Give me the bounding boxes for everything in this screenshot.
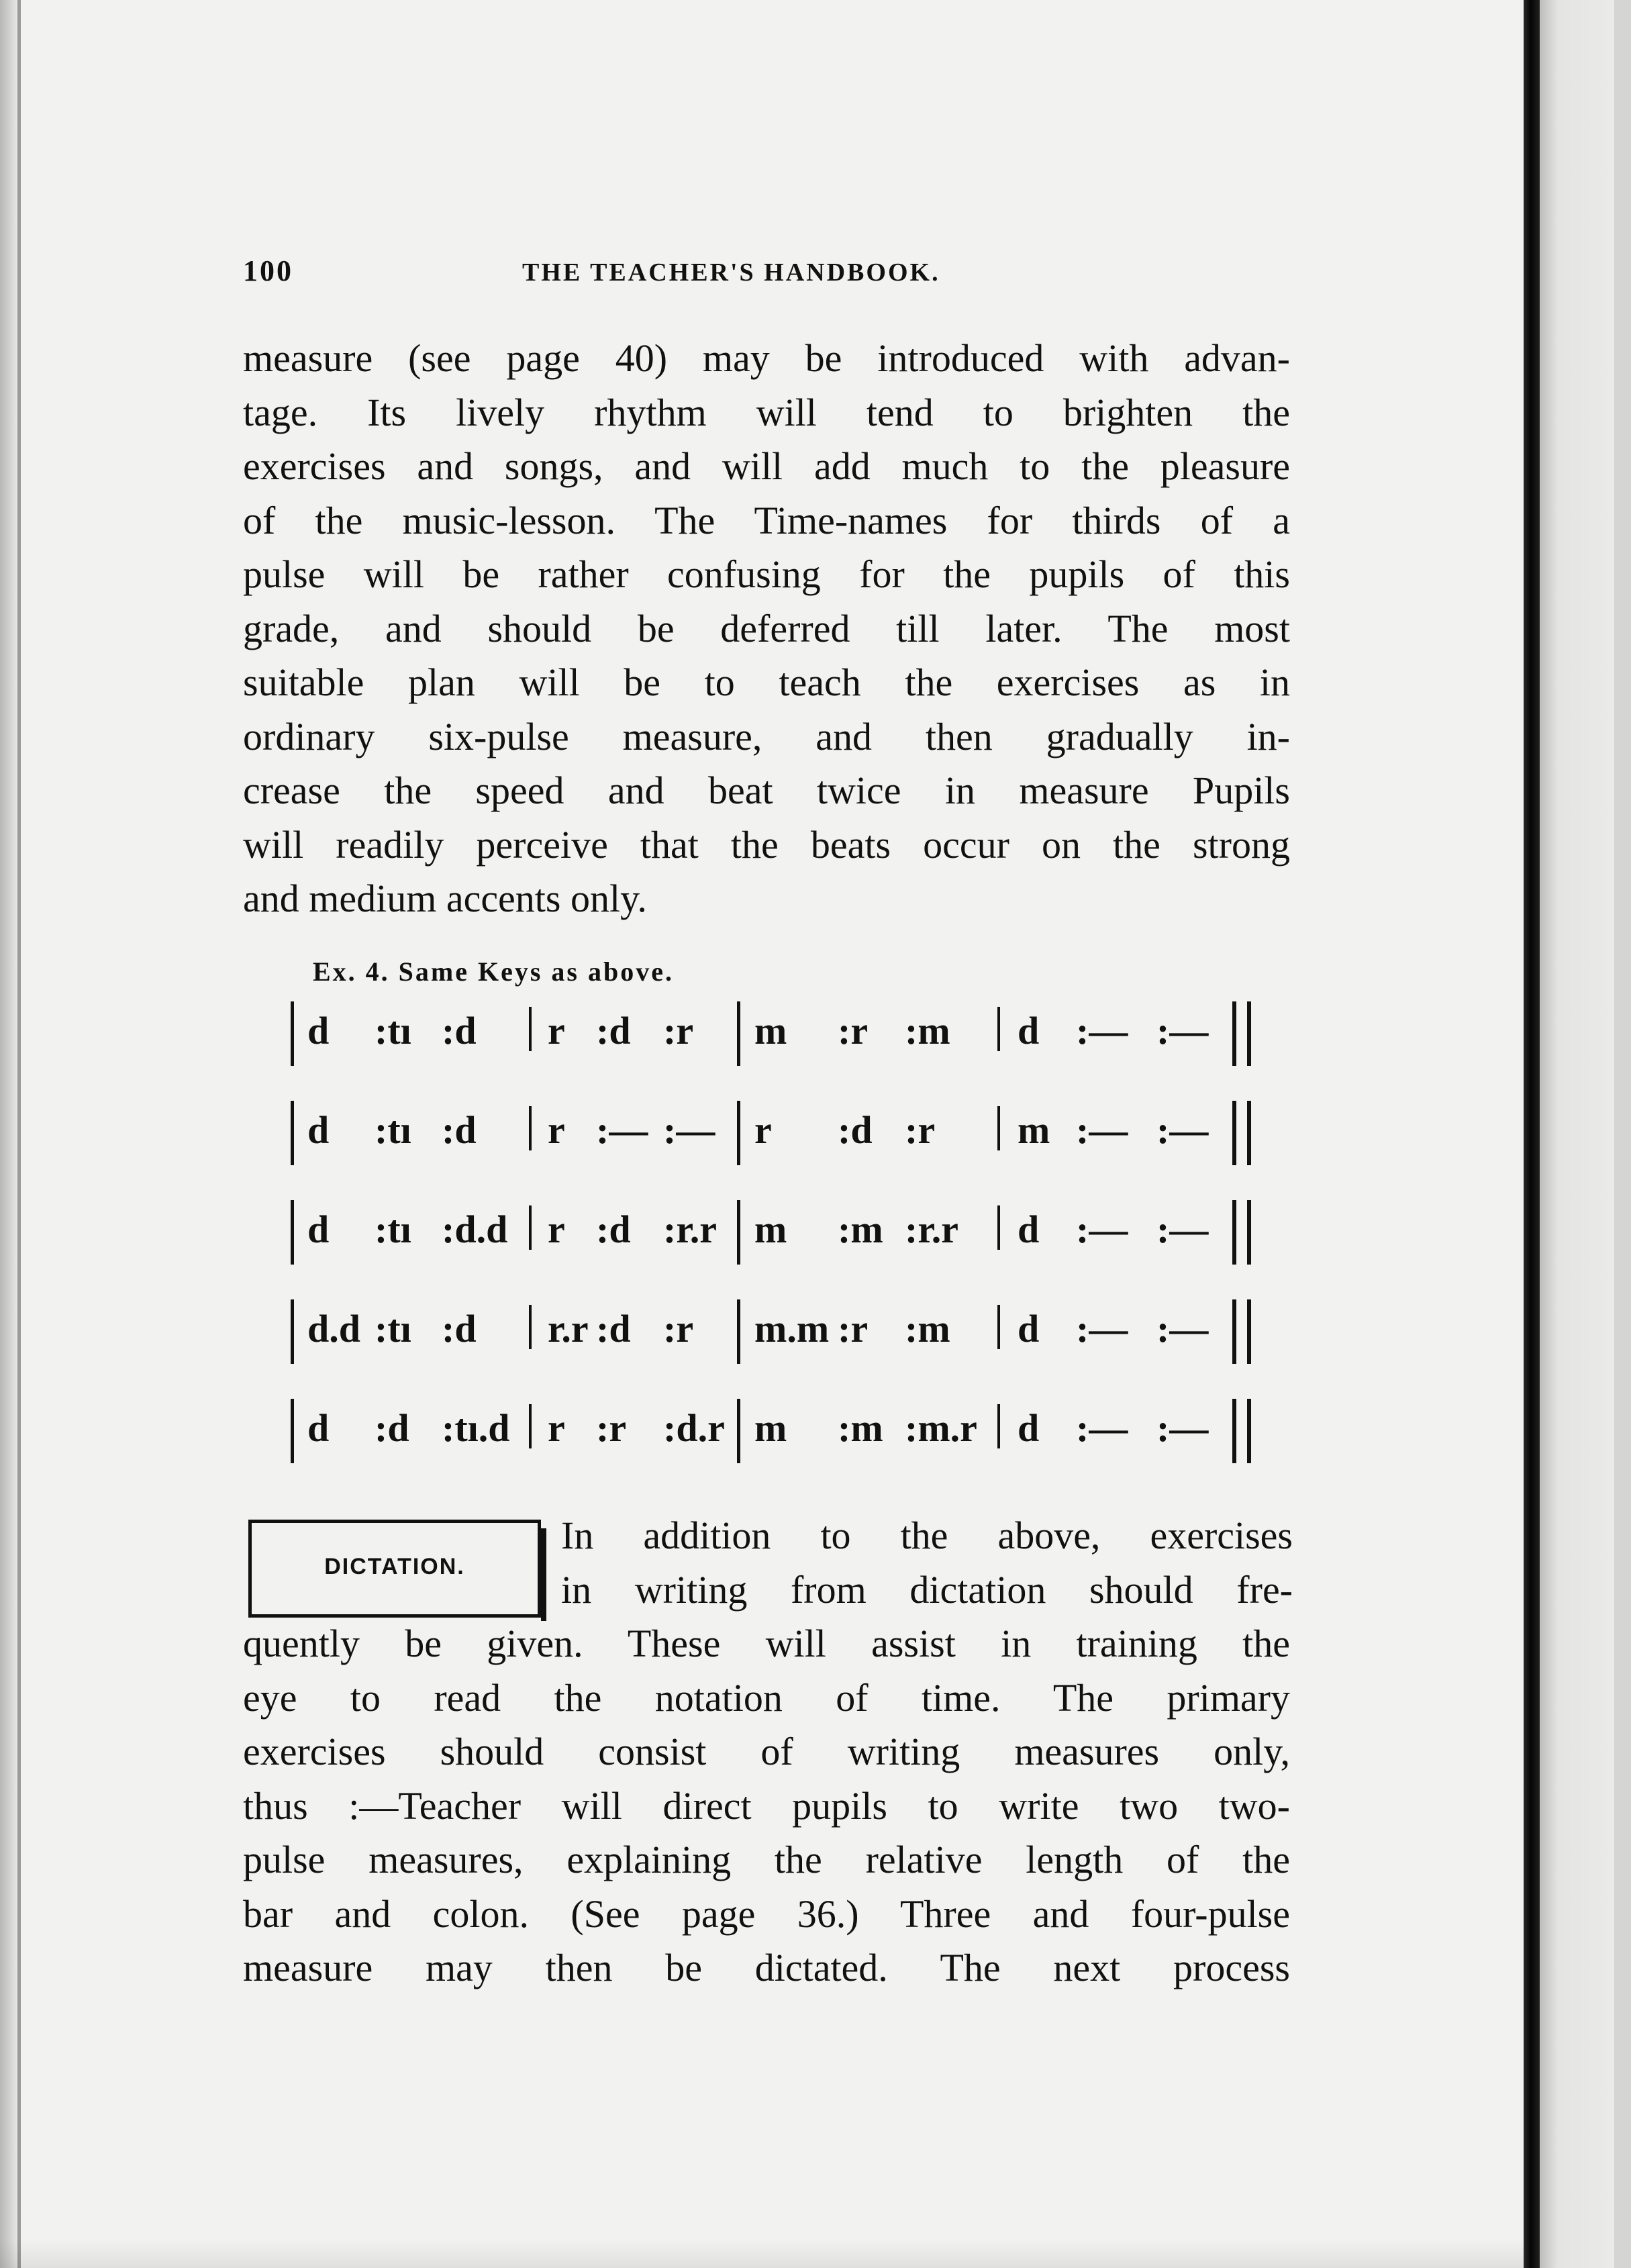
text-line: suitable plan will be to teach the exercises as in [243, 660, 1290, 704]
measure-bar [997, 1106, 1000, 1150]
measure-bar [291, 1101, 294, 1165]
exercise-line [281, 1200, 1261, 1274]
sol-fa-note: :— [1156, 1108, 1209, 1152]
sol-fa-note: :tı.d [442, 1406, 510, 1450]
sol-fa-note: m [754, 1207, 787, 1251]
measure-bar [737, 1299, 740, 1364]
sol-fa-note: d [307, 1108, 330, 1152]
measure-bar [291, 1299, 294, 1364]
sol-fa-note: :tı [375, 1207, 411, 1251]
text-line: tage. Its lively rhythm will tend to brighten the [243, 390, 1290, 434]
sol-fa-note: :— [1076, 1307, 1128, 1350]
text-line: pulse measures, explaining the relative length of the [243, 1838, 1290, 1881]
sol-fa-note: :d [442, 1307, 477, 1350]
double-bar [1247, 1101, 1251, 1165]
double-bar [1247, 1001, 1251, 1066]
sol-fa-note: :d [596, 1009, 631, 1052]
measure-bar [737, 1399, 740, 1463]
measure-bar [291, 1399, 294, 1463]
sol-fa-note: d [1018, 1207, 1040, 1251]
text-line: In addition to the above, exercises [561, 1514, 1293, 1557]
sol-fa-note: d [307, 1406, 330, 1450]
sol-fa-note: d [307, 1009, 330, 1052]
measure-bar [997, 1305, 1000, 1349]
measure-bar [529, 1404, 532, 1448]
sol-fa-note: :d.d [442, 1207, 508, 1251]
measure-bar [997, 1404, 1000, 1448]
sol-fa-note: :— [1156, 1307, 1209, 1350]
sol-fa-note: :— [596, 1108, 648, 1152]
sol-fa-note: d [1018, 1009, 1040, 1052]
sol-fa-note: r [548, 1108, 565, 1152]
double-bar [1232, 1299, 1236, 1364]
sol-fa-note: :m.r [905, 1406, 977, 1450]
sol-fa-note: :— [1156, 1207, 1209, 1251]
exercise-line [281, 1299, 1261, 1373]
sol-fa-note: :m [905, 1307, 950, 1350]
double-bar [1247, 1200, 1251, 1265]
measure-bar [529, 1205, 532, 1250]
sol-fa-note: m [754, 1009, 787, 1052]
text-line: and medium accents only. [243, 877, 647, 920]
sol-fa-note: :m [838, 1406, 883, 1450]
text-line: will readily perceive that the beats occur on the strong [243, 822, 1290, 867]
sol-fa-note: :— [1156, 1009, 1209, 1052]
double-bar [1232, 1001, 1236, 1066]
sol-fa-note: :r [905, 1108, 936, 1152]
sol-fa-note: :d [442, 1009, 477, 1052]
text-line: exercises and songs, and will add much to the pleasure [243, 444, 1290, 488]
measure-bar [737, 1101, 740, 1165]
sol-fa-note: r [548, 1009, 565, 1052]
sol-fa-note: :— [1156, 1406, 1209, 1450]
sol-fa-note: d [1018, 1406, 1040, 1450]
sol-fa-note: :d [838, 1108, 873, 1152]
sol-fa-note: :d [596, 1207, 631, 1251]
sol-fa-note: :— [663, 1108, 715, 1152]
running-head: THE TEACHER'S HANDBOOK. [522, 258, 940, 287]
sol-fa-note: :tı [375, 1108, 411, 1152]
dictation-sidehead [248, 1520, 541, 1618]
text-line: eye to read the notation of time. The primary [243, 1675, 1290, 1720]
sol-fa-note: :r.r [663, 1207, 717, 1251]
text-line: grade, and should be deferred till later. The most [243, 606, 1290, 650]
measure-bar [529, 1106, 532, 1150]
exercise-line [281, 1001, 1261, 1075]
example-heading: Ex. 4. Same Keys as above. [313, 956, 674, 987]
exercise-line [281, 1399, 1261, 1473]
double-bar [1232, 1200, 1236, 1265]
sol-fa-note: r [754, 1108, 772, 1152]
measure-bar [529, 1007, 532, 1051]
sol-fa-note: :d [442, 1108, 477, 1152]
measure-bar [997, 1007, 1000, 1051]
text-line: measure (see page 40) may be introduced with advan- [243, 336, 1290, 380]
text-line: thus :—Teacher will direct pupils to write two two- [243, 1783, 1290, 1828]
text-line: exercises should consist of writing measures only, [243, 1730, 1290, 1773]
dictation-label: DICTATION. [324, 1554, 465, 1579]
measure-bar [529, 1305, 532, 1349]
measure-bar [291, 1200, 294, 1265]
text-line: pulse will be rather confusing for the pupils of this [243, 552, 1290, 596]
text-line: of the music-lesson. The Time-names for thirds of a [243, 498, 1290, 542]
sol-fa-note: :m [838, 1207, 883, 1251]
scan-left-edge-line [17, 0, 21, 2268]
sol-fa-note: :r [596, 1406, 627, 1450]
page-header [243, 254, 1290, 294]
book-spine-shadow [1524, 0, 1540, 2268]
paragraph-1 [243, 332, 1290, 926]
sol-fa-note: :— [1076, 1108, 1128, 1152]
sol-fa-note: :m [905, 1009, 950, 1052]
tonic-sol-fa-exercise [281, 1001, 1261, 1498]
sol-fa-note: m [1018, 1108, 1050, 1152]
sol-fa-note: :r [663, 1307, 694, 1350]
sol-fa-note: d [307, 1207, 330, 1251]
sol-fa-note: :— [1076, 1406, 1128, 1450]
sol-fa-note: d [1018, 1307, 1040, 1350]
text-line: bar and colon. (See page 36.) Three and four-pulse [243, 1891, 1290, 1936]
sol-fa-note: :— [1076, 1009, 1128, 1052]
text-line: in writing from dictation should fre- [561, 1567, 1293, 1612]
page-number: 100 [243, 254, 293, 287]
sol-fa-note: :r.r [905, 1207, 958, 1251]
sol-fa-note: m [754, 1406, 787, 1450]
sol-fa-note: :r [663, 1009, 694, 1052]
sol-fa-note: r [548, 1207, 565, 1251]
paragraph-2 [243, 1617, 1290, 1995]
measure-bar [997, 1205, 1000, 1250]
scan-left-edge [0, 0, 17, 2268]
sol-fa-note: :tı [375, 1009, 411, 1052]
sol-fa-note: :d.r [663, 1406, 725, 1450]
scan-right-edge [1614, 0, 1631, 2268]
text-line: crease the speed and beat twice in measure Pupils [243, 769, 1290, 812]
sol-fa-note: :r [838, 1009, 869, 1052]
sol-fa-note: r.r [548, 1307, 589, 1350]
text-line: ordinary six-pulse measure, and then gradually in- [243, 714, 1290, 758]
measure-bar [737, 1200, 740, 1265]
sol-fa-note: :tı [375, 1307, 411, 1350]
sol-fa-note: :r [838, 1307, 869, 1350]
scan-bottom-shadow [0, 2239, 1524, 2268]
double-bar [1232, 1101, 1236, 1165]
double-bar [1232, 1399, 1236, 1463]
exercise-line [281, 1101, 1261, 1175]
sol-fa-note: :d [375, 1406, 409, 1450]
double-bar [1247, 1399, 1251, 1463]
sol-fa-note: :d [596, 1307, 631, 1350]
sol-fa-note: m.m [754, 1307, 830, 1350]
sol-fa-note: d.d [307, 1307, 361, 1350]
dictation-side-text [561, 1509, 1293, 1617]
text-line: quently be given. These will assist in training the [243, 1622, 1290, 1665]
measure-bar [291, 1001, 294, 1066]
sol-fa-note: :— [1076, 1207, 1128, 1251]
sol-fa-note: r [548, 1406, 565, 1450]
measure-bar [737, 1001, 740, 1066]
double-bar [1247, 1299, 1251, 1364]
text-line: measure may then be dictated. The next process [243, 1946, 1290, 1989]
